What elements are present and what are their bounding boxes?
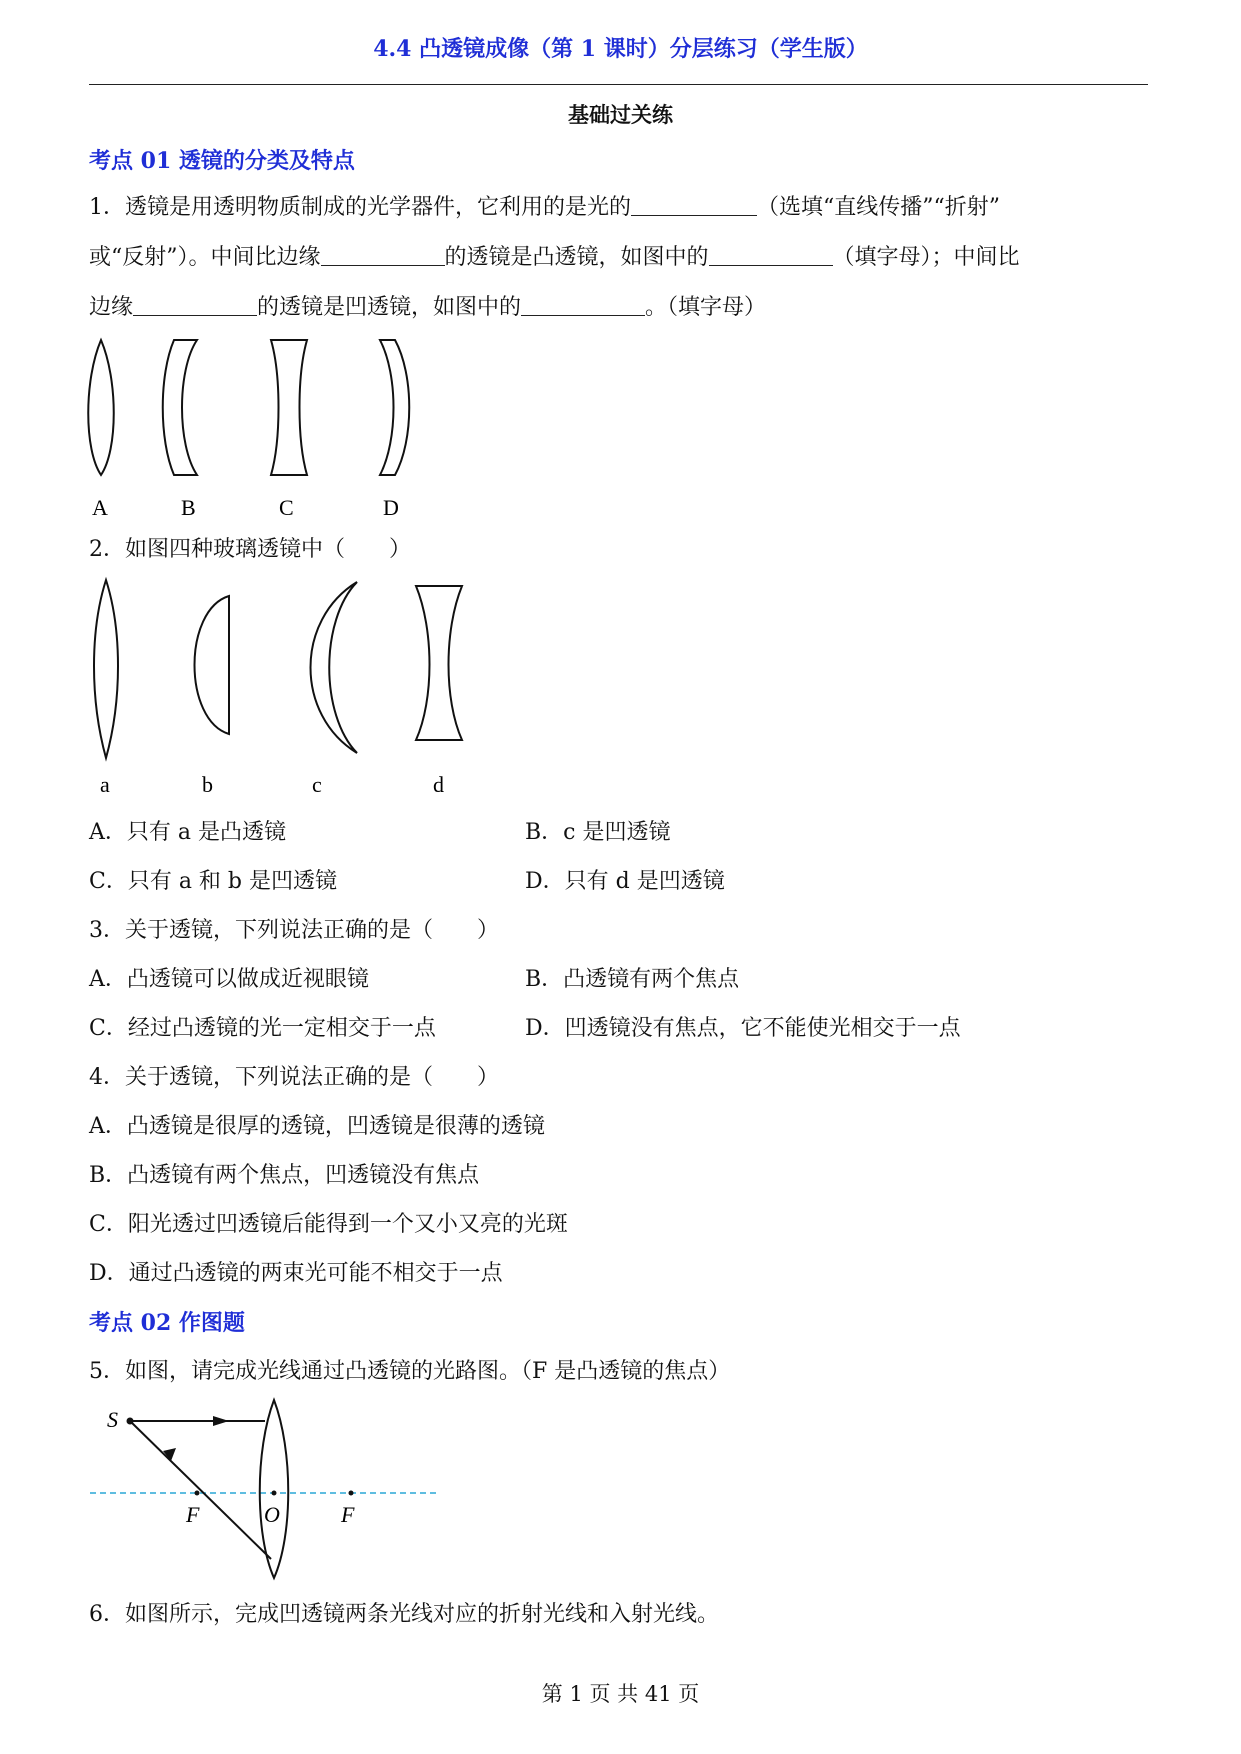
label-f-left: F: [186, 1502, 200, 1527]
answer-blank[interactable]: [631, 193, 757, 216]
q1-line-2: [89, 243, 1020, 273]
label-o: O: [264, 1502, 280, 1527]
q4-option-d[interactable]: D．通过凸透镜的两束光可能不相交于一点: [89, 1261, 503, 1286]
lens-a-biconvex: [88, 340, 114, 475]
q1-text: 1．透镜是用透明物质制成的光学器件，它利用的是光的: [89, 195, 631, 220]
lens-label-c: c: [312, 772, 322, 797]
q2-option-d[interactable]: D．只有 d 是凹透镜: [525, 869, 725, 894]
topic-heading-1: 考点 01 透镜的分类及特点: [89, 148, 355, 174]
q2-stem: 2．如图四种玻璃透镜中（ ）: [89, 537, 411, 562]
q3-option-d[interactable]: D．凹透镜没有焦点，它不能使光相交于一点: [525, 1016, 961, 1041]
label-f-right: F: [341, 1502, 355, 1527]
q4-option-a[interactable]: A．凸透镜是很厚的透镜，凹透镜是很薄的透镜: [89, 1114, 545, 1139]
q1-lens-figure: [80, 330, 440, 530]
lens-label-a: A: [92, 495, 108, 520]
label-s: S: [107, 1407, 118, 1432]
focus-point-left: [195, 1491, 200, 1496]
q1-text: 。（填字母）: [645, 295, 767, 320]
q3-option-b[interactable]: B．凸透镜有两个焦点: [525, 967, 740, 992]
lens-label-a: a: [100, 772, 110, 797]
q1-line-1: [89, 193, 1000, 223]
q1-text: 边缘: [89, 295, 134, 320]
q3-option-c[interactable]: C．经过凸透镜的光一定相交于一点: [89, 1016, 436, 1041]
lens-label-d: d: [433, 772, 444, 797]
q2-option-c[interactable]: C．只有 a 和 b 是凹透镜: [89, 869, 338, 894]
page-footer: 第 1 页 共 41 页: [541, 1682, 700, 1706]
lens-d-meniscus: [380, 340, 409, 475]
arrow-head: [213, 1416, 229, 1426]
lens-d-biconcave: [416, 586, 462, 740]
q1-text: 或“反射”）。中间比边缘: [89, 245, 321, 270]
q3-stem: 3．关于透镜，下列说法正确的是（ ）: [89, 918, 499, 943]
q1-text: 的透镜是凹透镜，如图中的: [257, 295, 522, 320]
answer-blank[interactable]: [709, 243, 833, 266]
q5-ray-diagram: [85, 1395, 445, 1585]
topic-heading-2: 考点 02 作图题: [89, 1310, 245, 1336]
lens-label-b: B: [181, 495, 196, 520]
header-rule: [89, 84, 1148, 85]
source-point: [127, 1418, 134, 1425]
lens-label-d: D: [383, 495, 399, 520]
q3-option-a[interactable]: A．凸透镜可以做成近视眼镜: [89, 967, 369, 992]
q2-option-b[interactable]: B．c 是凹透镜: [525, 820, 671, 845]
q5-stem: 5．如图，请完成光线通过凸透镜的光路图。（F 是凸透镜的焦点）: [89, 1359, 731, 1384]
q2-lens-figure: [80, 570, 500, 800]
q6-stem: 6．如图所示，完成凹透镜两条光线对应的折射光线和入射光线。: [89, 1602, 719, 1627]
q1-text: （选填“直线传播”“折射”: [757, 195, 1000, 220]
q4-option-b[interactable]: B．凸透镜有两个焦点，凹透镜没有焦点: [89, 1163, 480, 1188]
focus-point-right: [349, 1491, 354, 1496]
section-title: 基础过关练: [568, 102, 673, 127]
lens-b-planoconvex: [195, 596, 230, 734]
document-title: 4.4 凸透镜成像（第 1 课时）分层练习（学生版）: [373, 36, 868, 62]
answer-blank[interactable]: [521, 293, 645, 316]
q4-option-c[interactable]: C．阳光透过凹透镜后能得到一个又小又亮的光斑: [89, 1212, 568, 1237]
q1-text: （填字母）；中间比: [832, 245, 1020, 270]
lens-label-c: C: [279, 495, 294, 520]
q1-line-3: [89, 293, 766, 323]
answer-blank[interactable]: [321, 243, 445, 266]
q2-option-a[interactable]: A．只有 a 是凸透镜: [89, 820, 286, 845]
lens-b-meniscus: [163, 340, 197, 475]
lens-a-biconvex: [94, 580, 118, 758]
lens-c-meniscus: [311, 582, 358, 753]
q4-stem: 4．关于透镜，下列说法正确的是（ ）: [89, 1065, 499, 1090]
answer-blank[interactable]: [133, 293, 257, 316]
optical-center-point: [272, 1491, 277, 1496]
incident-ray-through-focus: [130, 1421, 271, 1559]
lens-c-biconcave: [271, 340, 307, 475]
q1-text: 的透镜是凸透镜，如图中的: [444, 245, 709, 270]
lens-label-b: b: [202, 772, 213, 797]
